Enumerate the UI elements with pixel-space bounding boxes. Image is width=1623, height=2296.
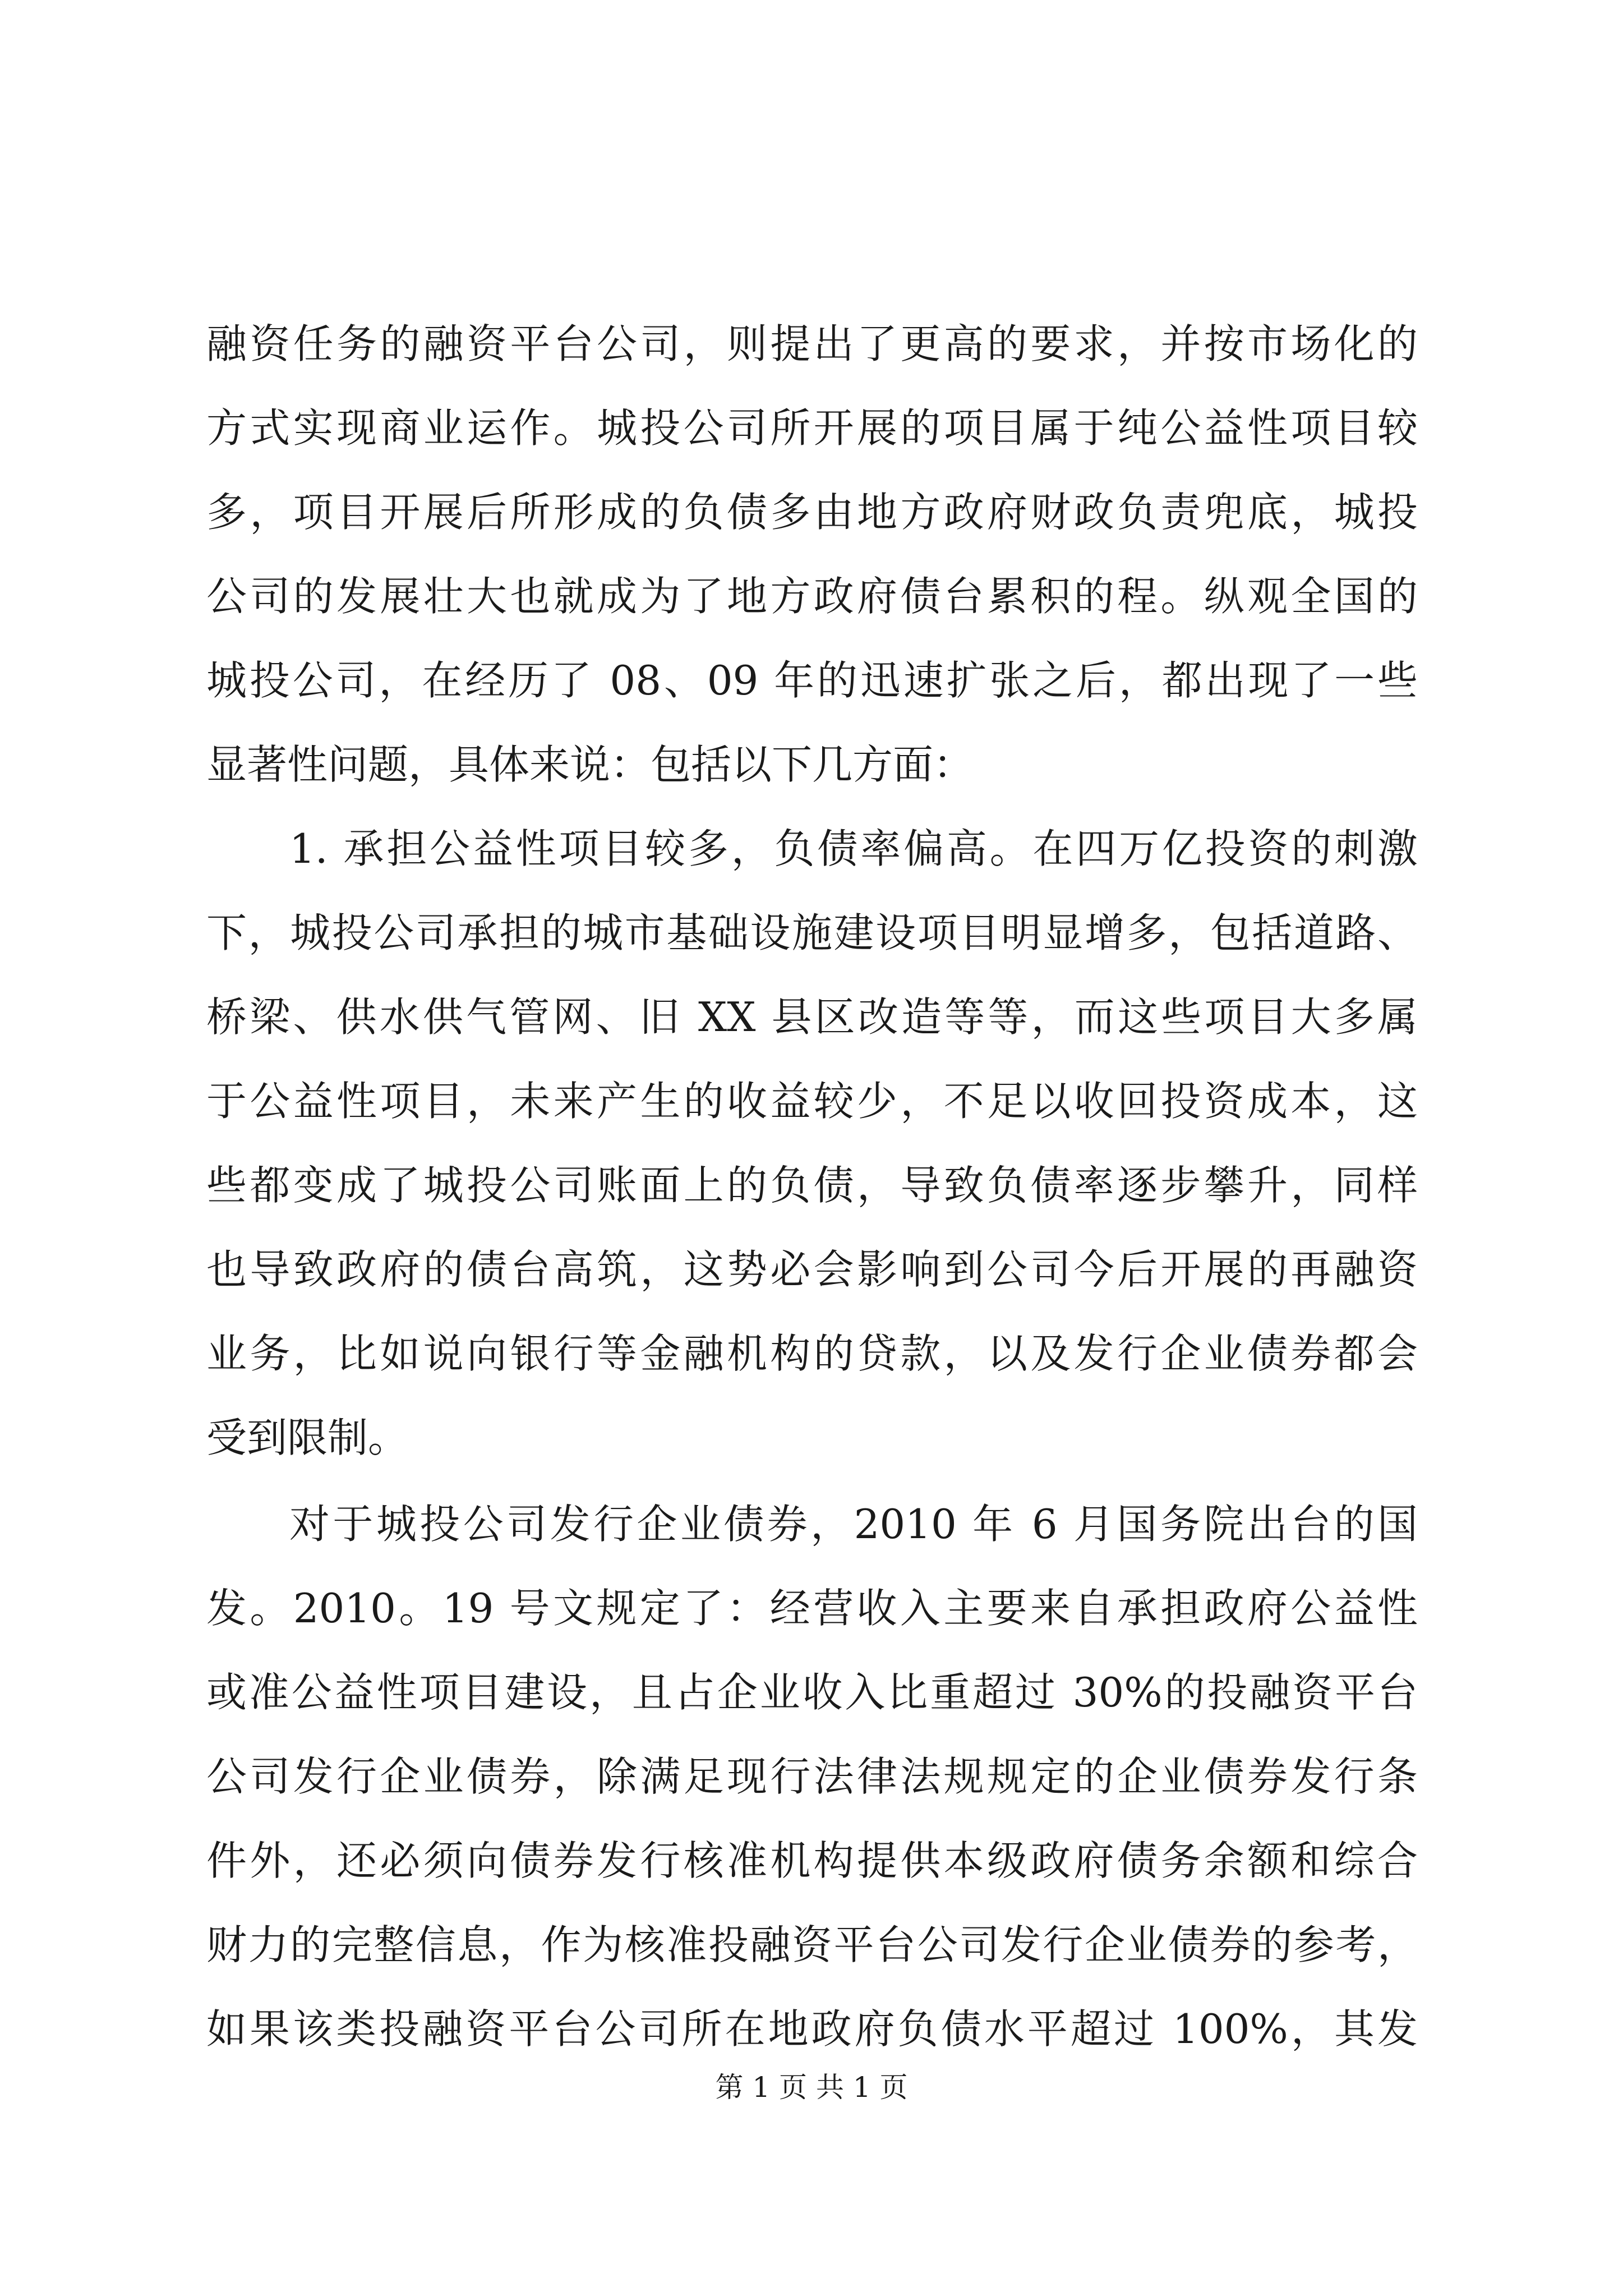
text-line: 对于城投公司发行企业债券，2010 年 6 月国务院出台的国 bbox=[289, 1501, 1418, 1548]
text-line: 公司的发展壮大也就成为了地方政府债台累积的程。纵观全国的 bbox=[206, 573, 1418, 620]
text-line: 显著性问题，具体来说：包括以下几方面： bbox=[206, 741, 974, 788]
text-line: 发。2010。19 号文规定了：经营收入主要来自承担政府公益性 bbox=[206, 1585, 1418, 1632]
text-line: 方式实现商业运作。城投公司所开展的项目属于纯公益性项目较 bbox=[206, 404, 1418, 452]
text-line: 城投公司，在经历了 08、09 年的迅速扩张之后，都出现了一些 bbox=[206, 657, 1418, 704]
text-line: 受到限制。 bbox=[206, 1414, 409, 1461]
text-line: 公司发行企业债券，除满足现行法律法规规定的企业债券发行条 bbox=[206, 1753, 1418, 1800]
text-line: 财力的完整信息，作为核准投融资平台公司发行企业债券的参考， bbox=[206, 1921, 1418, 1968]
text-line: 如果该类投融资平台公司所在地政府负债水平超过 100%，其发 bbox=[206, 2005, 1418, 2053]
text-line: 融资任务的融资平台公司，则提出了更高的要求，并按市场化的 bbox=[206, 320, 1418, 367]
text-line: 些都变成了城投公司账面上的负债，导致负债率逐步攀升，同样 bbox=[206, 1162, 1418, 1209]
text-line: 于公益性项目，未来产生的收益较少，不足以收回投资成本，这 bbox=[206, 1078, 1418, 1125]
text-line: 下，城投公司承担的城市基础设施建设项目明显增多，包括道路、 bbox=[206, 909, 1418, 956]
text-line: 业务，比如说向银行等金融机构的贷款，以及发行企业债券都会 bbox=[206, 1330, 1418, 1377]
paragraph-2 bbox=[206, 807, 1418, 1480]
paragraph-1 bbox=[206, 302, 1418, 807]
text-line: 也导致政府的债台高筑，这势必会影响到公司今后开展的再融资 bbox=[206, 1246, 1418, 1293]
document-body bbox=[206, 302, 1418, 2071]
text-line: 1. 承担公益性项目较多，负债率偏高。在四万亿投资的刺激 bbox=[289, 825, 1418, 872]
text-line: 或准公益性项目建设，且占企业收入比重超过 30%的投融资平台 bbox=[206, 1669, 1418, 1716]
text-line: 桥梁、供水供气管网、旧 XX 县区改造等等，而这些项目大多属 bbox=[206, 993, 1418, 1041]
page-footer: 第 1 页 共 1 页 bbox=[715, 2071, 908, 2104]
text-line: 多，项目开展后所形成的负债多由地方政府财政负责兜底，城投 bbox=[206, 489, 1418, 536]
paragraph-3 bbox=[206, 1482, 1418, 2071]
text-line: 件外，还必须向债券发行核准机构提供本级政府债务余额和综合 bbox=[206, 1837, 1418, 1884]
